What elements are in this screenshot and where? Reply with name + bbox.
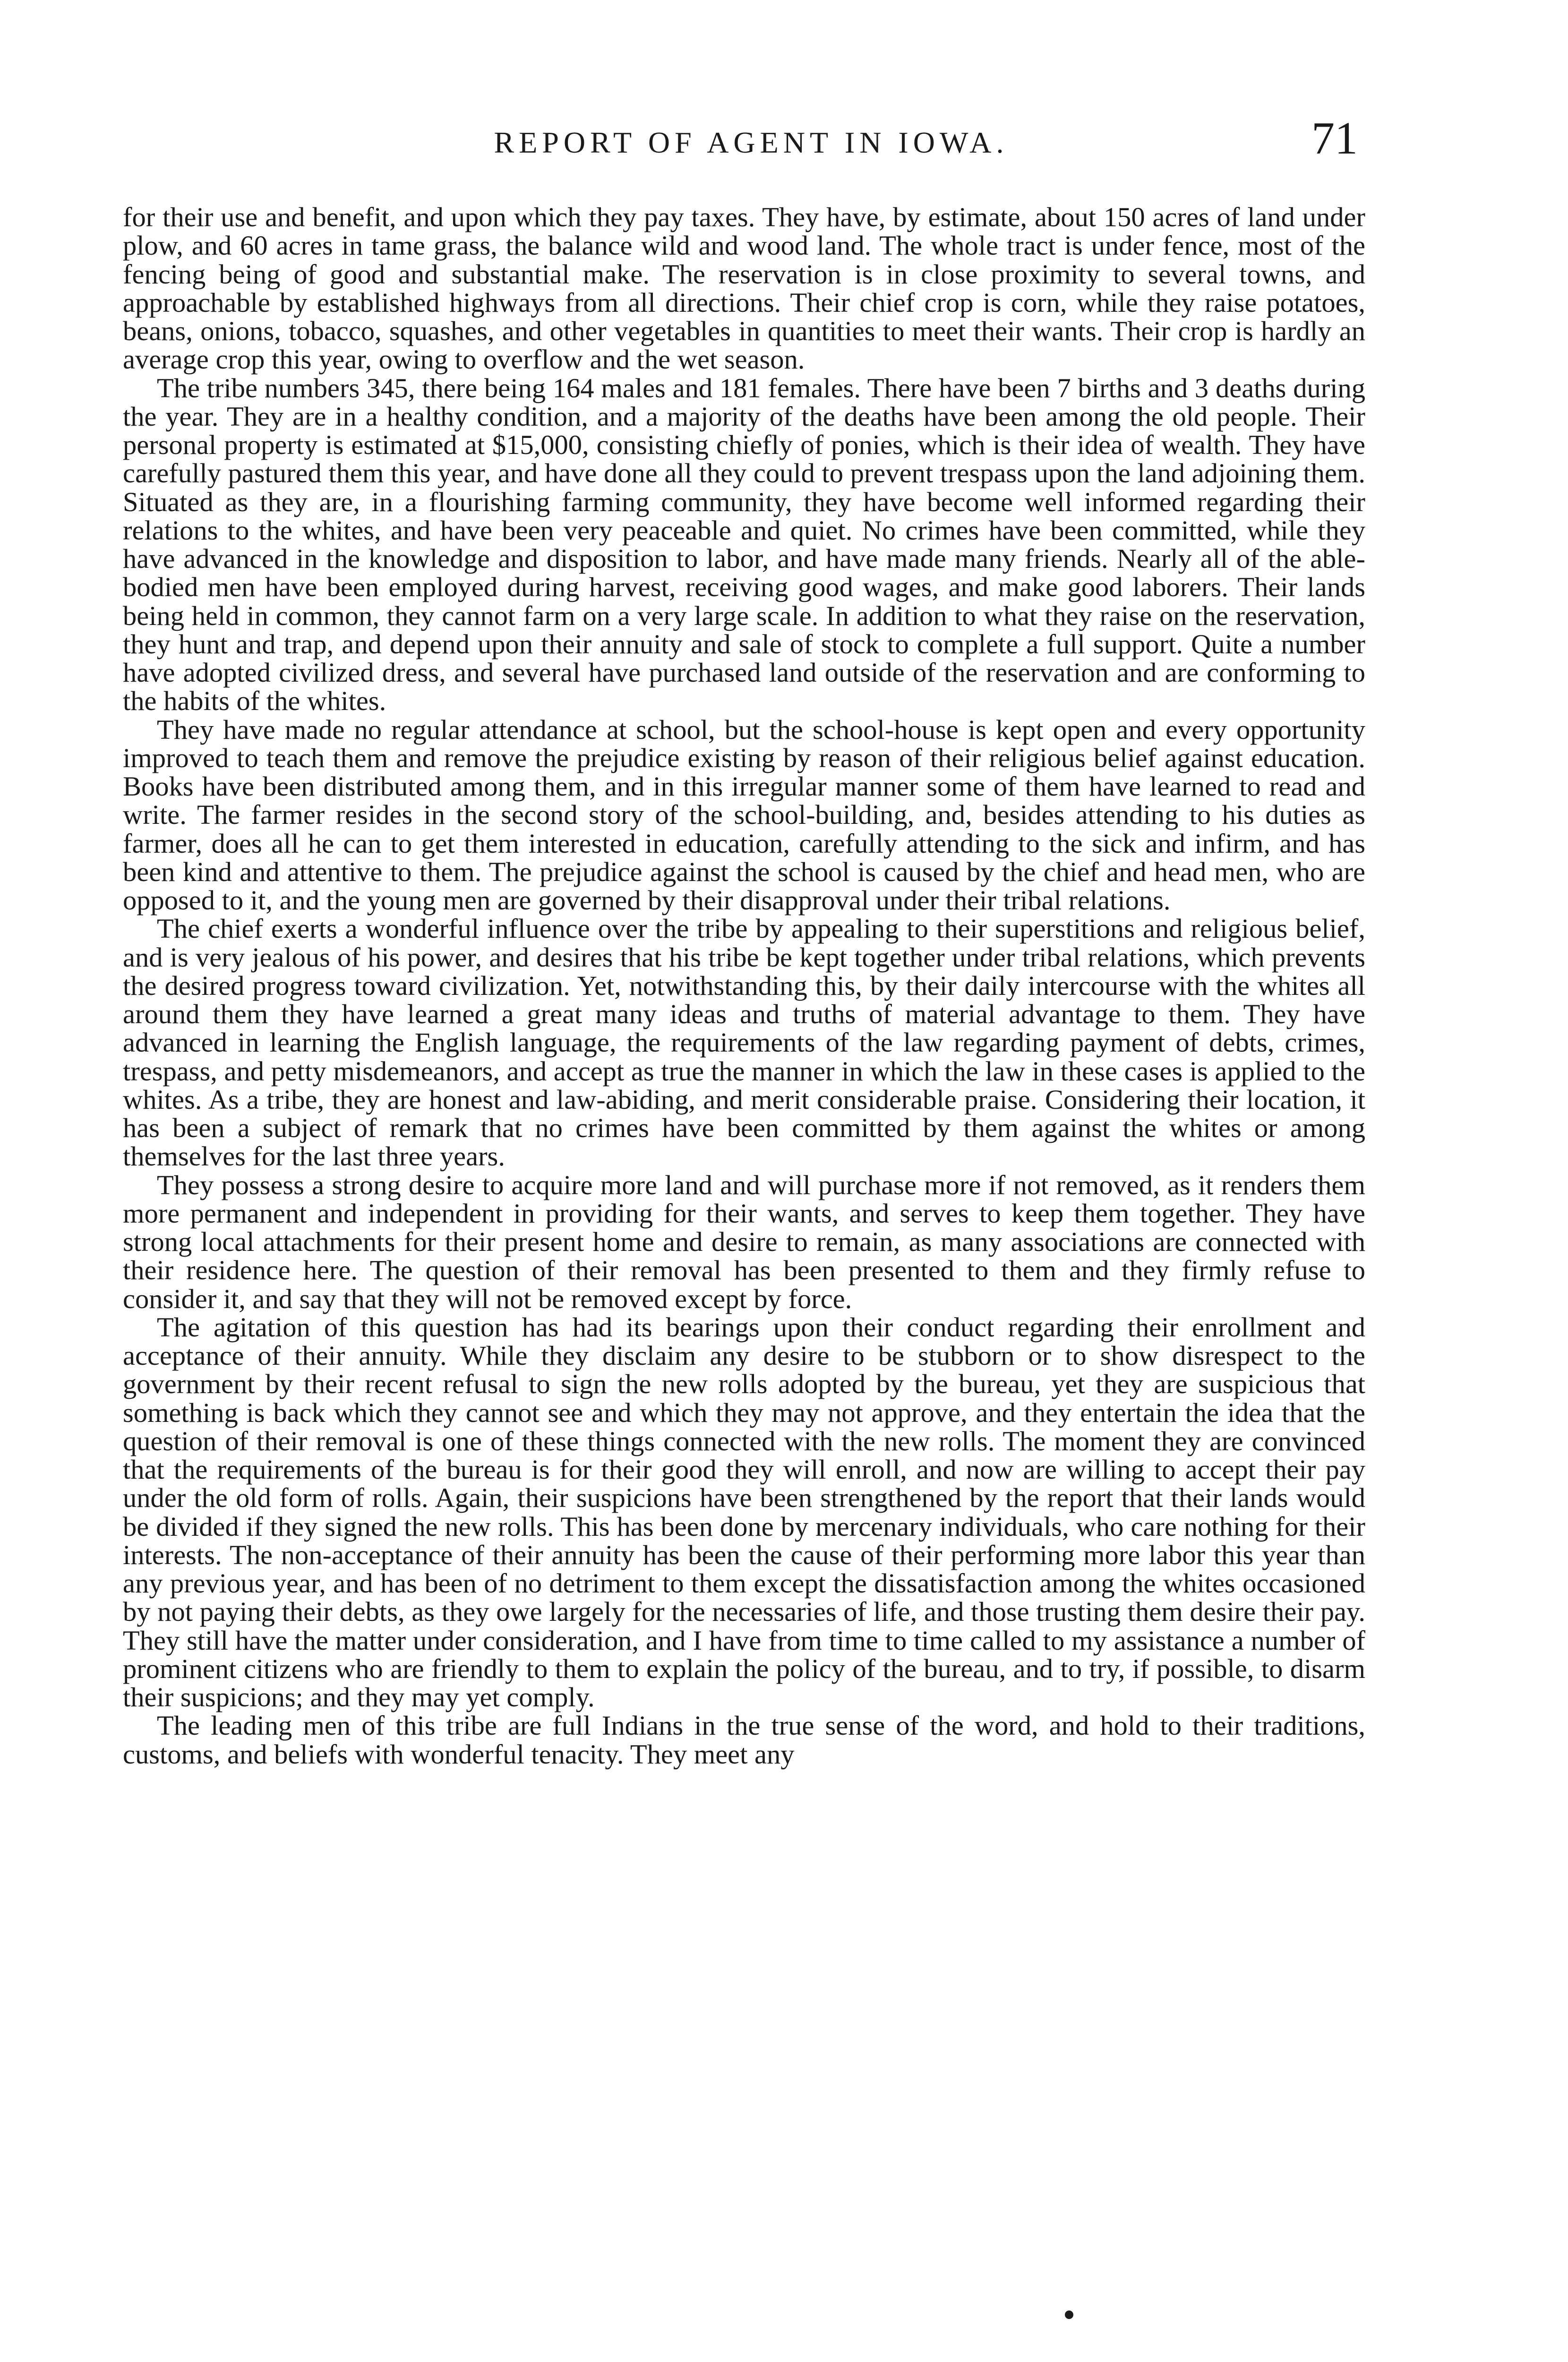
paragraph-annuity-rolls: The agitation of this question has had its bearings upon their conduct regarding their enrollment and acceptance of their annuity. While they disclaim any desire to be stubborn or to show disrespect to the government by their recent refusal to sign the new rolls adopted by the bureau, yet they are suspicious that something is back which they cannot see and which they may not approve, and they entertain the idea that the question of their removal is one of these things connected with the new rolls. The moment they are convinced that the requirements of the bureau is for their good they will enroll, and now are willing to accept their pay under the old form of rolls. Again, their suspicions have been strengthened by the report that their lands would be divided if they signed the new rolls. This has been done by mercenary individuals, who care nothing for their interests. The non-acceptance of their annuity has been the cause of their performing more labor this year than any previous year, and has been of no detriment to them except the dissatisfaction among the whites occasioned by not paying their debts, as they owe largely for the necessaries of life, and those trusting them desire their pay. They still have the matter under consideration, and I have from time to time called to my assistance a number of prominent citizens who are friendly to them to explain the policy of the bureau, and to try, if possible, to disarm their suspicions; and they may yet comply. <box>123 1311 1365 1712</box>
page-number: 71 <box>1311 113 1358 164</box>
paragraph-chief-influence: The chief exerts a wonderful influence over the tribe by appealing to their superstitions and religious belief, and is very jealous of his power, and desires that his tribe be kept together under tribal relations, which prevents the desired progress toward civilization. Yet, notwithstanding this, by their daily intercourse with the whites all around them they have learned a great many ideas and truths of material advantage to them. They have advanced in learning the English language, the requirements of the law regarding payment of debts, crimes, trespass, and petty misdemeanors, and accept as true the manner in which the law in these cases is applied to the whites. As a tribe, they are honest and law-abiding, and merit considerable praise. Considering their location, it has been a subject of remark that no crimes have been committed by them against the whites or among themselves for the last three years. <box>123 913 1365 1172</box>
running-head: REPORT OF AGENT IN IOWA. <box>494 126 1009 159</box>
paragraph-leading-men: The leading men of this tribe are full Indians in the true sense of the word, and hold to their traditions, customs, and beliefs with wonderful tenacity. They meet any <box>123 1710 1365 1770</box>
body-text <box>123 203 1365 1769</box>
paragraph-land-desire: They possess a strong desire to acquire more land and will purchase more if not removed, as it renders them more permanent and independent in providing for their wants, and serves to keep them together. They have strong local attachments for their present home and desire to remain, as many associations are connected with their residence here. The question of their removal has been presented to them and they firmly refuse to consider it, and say that they will not be removed except by force. <box>123 1169 1365 1314</box>
paragraph-population: The tribe numbers 345, there being 164 males and 181 females. There have been 7 births and 3 deaths during the year. They are in a healthy condition, and a majority of the deaths have been among the old people. Their personal property is estimated at $15,000, consisting chiefly of ponies, which is their idea of wealth. They have carefully pastured them this year, and have done all they could to prevent trespass upon the land adjoining them. Situated as they are, in a flourishing farming community, they have become well informed regarding their relations to the whites, and have been very peaceable and quiet. No crimes have been committed, while they have advanced in the knowledge and disposition to labor, and have made many friends. Nearly all of the able-bodied men have been employed during harvest, receiving good wages, and make good laborers. Their lands being held in common, they cannot farm on a very large scale. In addition to what they raise on the reservation, they hunt and trap, and depend upon their annuity and sale of stock to complete a full support. Quite a number have adopted civilized dress, and several have purchased land outside of the reservation and are conforming to the habits of the whites. <box>123 372 1365 717</box>
printer-mark <box>1065 2311 1073 2319</box>
paragraph-land-and-crops: for their use and benefit, and upon which they pay taxes. They have, by estimate, about 150 acres of land under plow, and 60 acres in tame grass, the balance wild and wood land. The whole tract is under fence, most of the fencing being of good and substantial make. The reservation is in close proximity to several towns, and approachable by established highways from all directions. Their chief crop is corn, while they raise potatoes, beans, onions, tobacco, squashes, and other vegetables in quantities to meet their wants. Their crop is hardly an average crop this year, owing to overflow and the wet season. <box>123 202 1365 375</box>
paragraph-school: They have made no regular attendance at school, but the school-house is kept open and every opportunity improved to teach them and remove the prejudice existing by reason of their religious belief against education. Books have been distributed among them, and in this irregular manner some of them have learned to read and write. The farmer resides in the second story of the school-building, and, besides attending to his duties as farmer, does all he can to get them interested in education, carefully attending to the sick and infirm, and has been kind and attentive to them. The prejudice against the school is caused by the chief and head men, who are opposed to it, and the young men are governed by their disapproval under their tribal relations. <box>123 714 1365 916</box>
